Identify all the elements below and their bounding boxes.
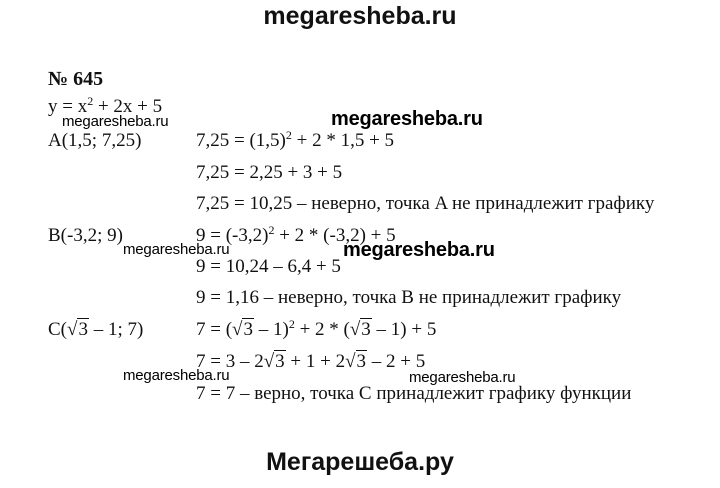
sqrt-symbol: √3 [232,319,253,340]
point-a-simplify: 7,25 = 2,25 + 3 + 5 [196,162,343,183]
watermark: megaresheba.ru [343,239,495,261]
point-c-simplify: 7 = 3 – 2√3 + 1 + 2√3 – 2 + 5 [196,351,426,372]
point-b-substitution: $9 = (-3,2)^2 + 2 * (-3,2) + 5$ [196,223,396,246]
watermark: megaresheba.ru [123,241,230,258]
point-c-label: C(√3 – 1; 7) [48,319,144,340]
point-b-conclusion: 9 = 1,16 – неверно, точка B не принадлежит графику [196,287,622,308]
point-b-label: B(-3,2; 9) [48,225,123,246]
point-a-label: A(1,5; 7,25) [48,130,142,151]
site-header-title: megaresheba.ru [263,2,457,30]
sqrt-symbol: √3 [349,319,371,340]
problem-number: № 645 [48,68,104,90]
watermark: megaresheba.ru [123,367,230,384]
sqrt-symbol: √3 [263,351,285,372]
point-c-substitution: 7 = (√3 – 1)$^2$ + 2 * (√3 – 1) + 5 [196,317,437,340]
point-a-conclusion: 7,25 = 10,25 – неверно, точка A не принадлежит графику [196,193,655,214]
point-b-simplify: 9 = 10,24 – 6,4 + 5 [196,256,341,277]
point-a-substitution: $7,25 = (1,5)^2 + 2 * 1,5 + 5$ [196,128,395,151]
site-footer-title: Мегарешеба.ру [266,448,454,476]
watermark: megaresheba.ru [409,369,516,386]
sqrt-symbol: √3 [67,319,88,340]
watermark: megaresheba.ru [62,113,169,130]
sqrt-symbol: √3 [345,351,367,372]
function-definition: $y = x^2 + 2x + 5$ [48,94,163,117]
watermark: megaresheba.ru [331,108,483,130]
point-c-conclusion: 7 = 7 – верно, точка C принадлежит графику функции [196,383,632,404]
